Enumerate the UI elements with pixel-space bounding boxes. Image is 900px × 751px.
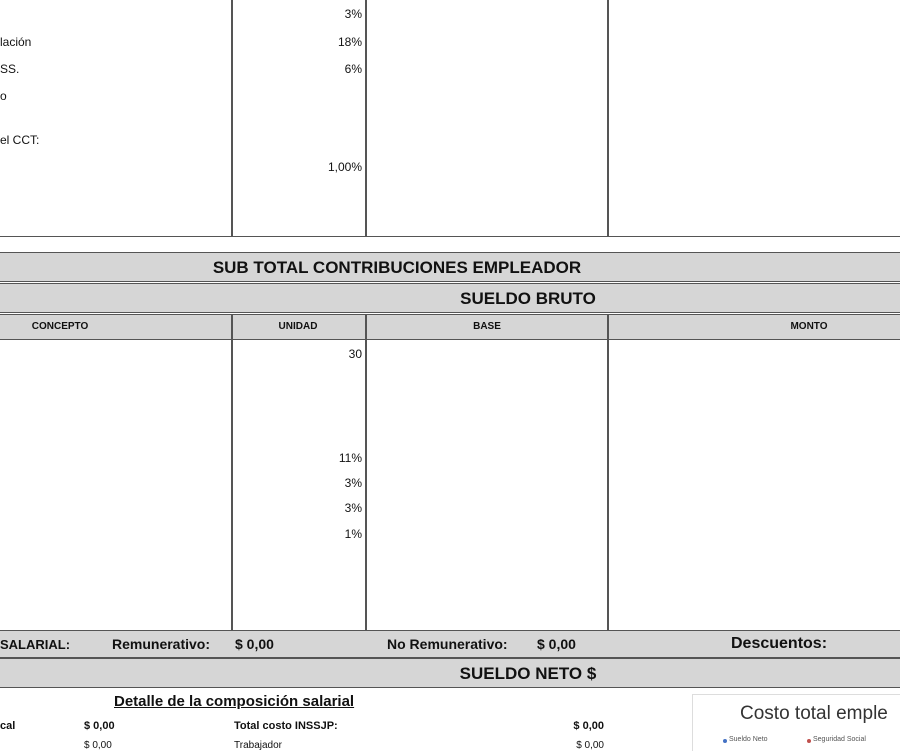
row-label: SS. xyxy=(0,62,20,76)
column-divider xyxy=(607,340,609,630)
legend-label: Seguridad Social xyxy=(813,736,866,743)
detalle-row-label: Trabajador xyxy=(234,740,282,751)
totals-row xyxy=(0,630,900,658)
column-divider xyxy=(607,0,609,236)
column-divider xyxy=(365,0,367,236)
column-divider xyxy=(231,0,233,236)
unidad-value: 18% xyxy=(337,35,362,49)
legend-marker xyxy=(807,739,811,743)
descuentos-label: Descuentos: xyxy=(731,635,828,652)
detalle-row-value: $ 0,00 xyxy=(84,720,115,732)
subtotal-title: SUB TOTAL CONTRIBUCIONES EMPLEADOR xyxy=(212,258,582,277)
header-base: BASE xyxy=(473,321,501,332)
row-label: lación xyxy=(0,35,32,49)
column-divider xyxy=(607,315,609,339)
unidad-value: 1% xyxy=(344,527,362,541)
legend-label: Sueldo Neto xyxy=(729,736,768,743)
chart-panel xyxy=(692,694,900,751)
unidad-value: 6% xyxy=(344,62,362,76)
detalle-row-value: $ 0,00 xyxy=(576,740,604,751)
remunerativo-value: $ 0,00 xyxy=(235,636,274,652)
unidad-value: 3% xyxy=(344,7,362,21)
sueldo-neto-title: SUELDO NETO $ xyxy=(459,664,597,683)
chart-title: Costo total emple xyxy=(740,703,888,724)
detalle-row-value: $ 0,00 xyxy=(573,720,604,732)
header-monto: MONTO xyxy=(790,321,828,332)
unidad-value: 3% xyxy=(344,501,362,515)
row-label: o xyxy=(0,89,7,103)
detalle-row-label: Total costo INSSJP: xyxy=(234,720,338,732)
column-divider xyxy=(231,315,233,339)
detalle-title: Detalle de la composición salarial xyxy=(114,693,355,710)
unidad-value: 1,00% xyxy=(327,160,362,174)
header-unidad: UNIDAD xyxy=(278,321,318,332)
sueldo-bruto-band xyxy=(0,283,900,313)
row-label: el CCT: xyxy=(0,133,40,147)
sueldo-bruto-title: SUELDO BRUTO xyxy=(460,289,596,308)
header-concepto: CONCEPTO xyxy=(31,321,89,332)
subtotal-band xyxy=(0,252,900,282)
spacer-row xyxy=(0,236,900,251)
column-divider xyxy=(231,340,233,630)
column-divider xyxy=(365,340,367,630)
unidad-value: 3% xyxy=(344,476,362,490)
detalle-row-value: $ 0,00 xyxy=(84,740,112,751)
detalle-row-label: cal xyxy=(0,720,16,732)
no-remunerativo-value: $ 0,00 xyxy=(537,636,576,652)
unidad-value: 11% xyxy=(338,451,362,465)
column-divider xyxy=(365,315,367,339)
salarial-label: SALARIAL: xyxy=(0,637,71,652)
table-header xyxy=(0,314,900,340)
no-remunerativo-label: No Remunerativo: xyxy=(387,636,508,652)
legend-marker xyxy=(723,739,727,743)
sueldo-neto-band xyxy=(0,658,900,688)
unidad-value: 30 xyxy=(348,347,362,361)
remunerativo-label: Remunerativo: xyxy=(112,636,211,652)
